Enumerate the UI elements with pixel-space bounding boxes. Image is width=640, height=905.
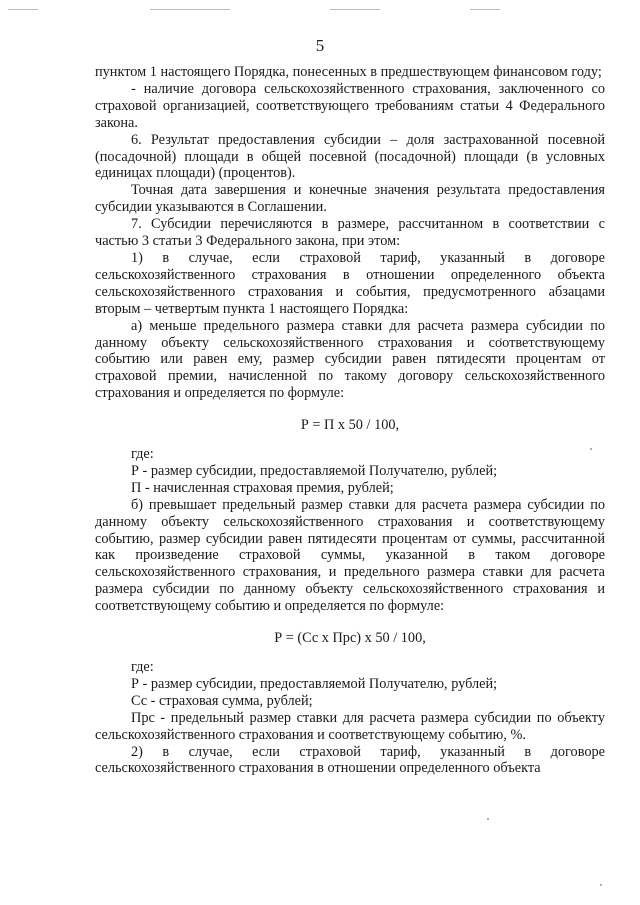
paragraph: - наличие договора сельскохозяйственного страхования, заключенного со страховой организацией, соответствующего требованиям статьи 4 Федерального закона. bbox=[95, 80, 605, 131]
paragraph: а) меньше предельного размера ставки для расчета размера субсидии по данному объекту сельскохозяйственного страхования и соответствующему событию или равен ему, размер субсидии равен пятидесяти процентам от страховой премии, начисленной по такому договору сельскохозяйственного страхования и определяется по формуле: bbox=[95, 317, 605, 402]
page-number: 5 bbox=[315, 36, 325, 55]
paragraph: 6. Результат предоставления субсидии – доля застрахованной посевной (посадочной) площади в общей посевной (посадочной) площади (в условных единицах площади) (процентов). bbox=[95, 131, 605, 182]
definition-line: П - начисленная страховая премия, рублей; bbox=[131, 479, 394, 496]
definition-line: Р - размер субсидии, предоставляемой Получателю, рублей; bbox=[131, 462, 498, 479]
scan-noise-mark bbox=[470, 9, 500, 10]
scan-noise-mark bbox=[150, 9, 230, 10]
paragraph: где: bbox=[131, 446, 154, 463]
paragraph: 7. Субсидии перечисляются в размере, рассчитанном в соответствии с частью 3 статьи 3 Федерального закона, при этом: bbox=[95, 216, 605, 250]
paragraph: где: bbox=[131, 659, 154, 675]
paragraph: 1) в случае, если страховой тариф, указанный в договоре сельскохозяйственного страхования в отношении определенного объекта сельскохозяйственного страхования и события, предусмотренного абзацами вторым – четвертым пункта 1 настоящего Порядка: bbox=[95, 249, 605, 317]
paragraph: пунктом 1 настоящего Порядка, понесенных в предшествующем финансовом году; bbox=[95, 64, 602, 80]
scan-speck bbox=[600, 884, 602, 886]
definition-line: Прс - предельный размер ставки для расчета размера субсидии по объекту сельскохозяйственного страхования и соответствующему событию, %. bbox=[95, 709, 605, 743]
definition-line: Р - размер субсидии, предоставляемой Получателю, рублей; bbox=[131, 675, 498, 692]
formula: Р = (Сс x Прс) x 50 / 100, bbox=[274, 630, 426, 647]
document-body bbox=[95, 64, 605, 777]
definition-line: Сс - страховая сумма, рублей; bbox=[131, 692, 313, 709]
paragraph: Точная дата завершения и конечные значения результата предоставления субсидии указываются в Соглашении. bbox=[95, 182, 605, 216]
paragraph: б) превышает предельный размер ставки для расчета размера субсидии по данному объекту сельскохозяйственного страхования и соответствующему событию, размер субсидии равен пятидесяти процентам от суммы, рассчитанной как произведение страховой суммы, указанной в таком договоре сельскохозяйственного страхования, и предельного размера ставки для расчета размера субсидии по данному объекту сельскохозяйственного страхования и соответствующему событию и определяется по формуле: bbox=[95, 496, 605, 615]
scan-noise-mark bbox=[8, 9, 38, 10]
scan-speck bbox=[487, 818, 489, 820]
formula: Р = П x 50 / 100, bbox=[300, 417, 400, 434]
paragraph: 2) в случае, если страховой тариф, указанный в договоре сельскохозяйственного страхования в отношении определенного объекта bbox=[95, 743, 605, 777]
scan-noise-mark bbox=[330, 9, 380, 10]
